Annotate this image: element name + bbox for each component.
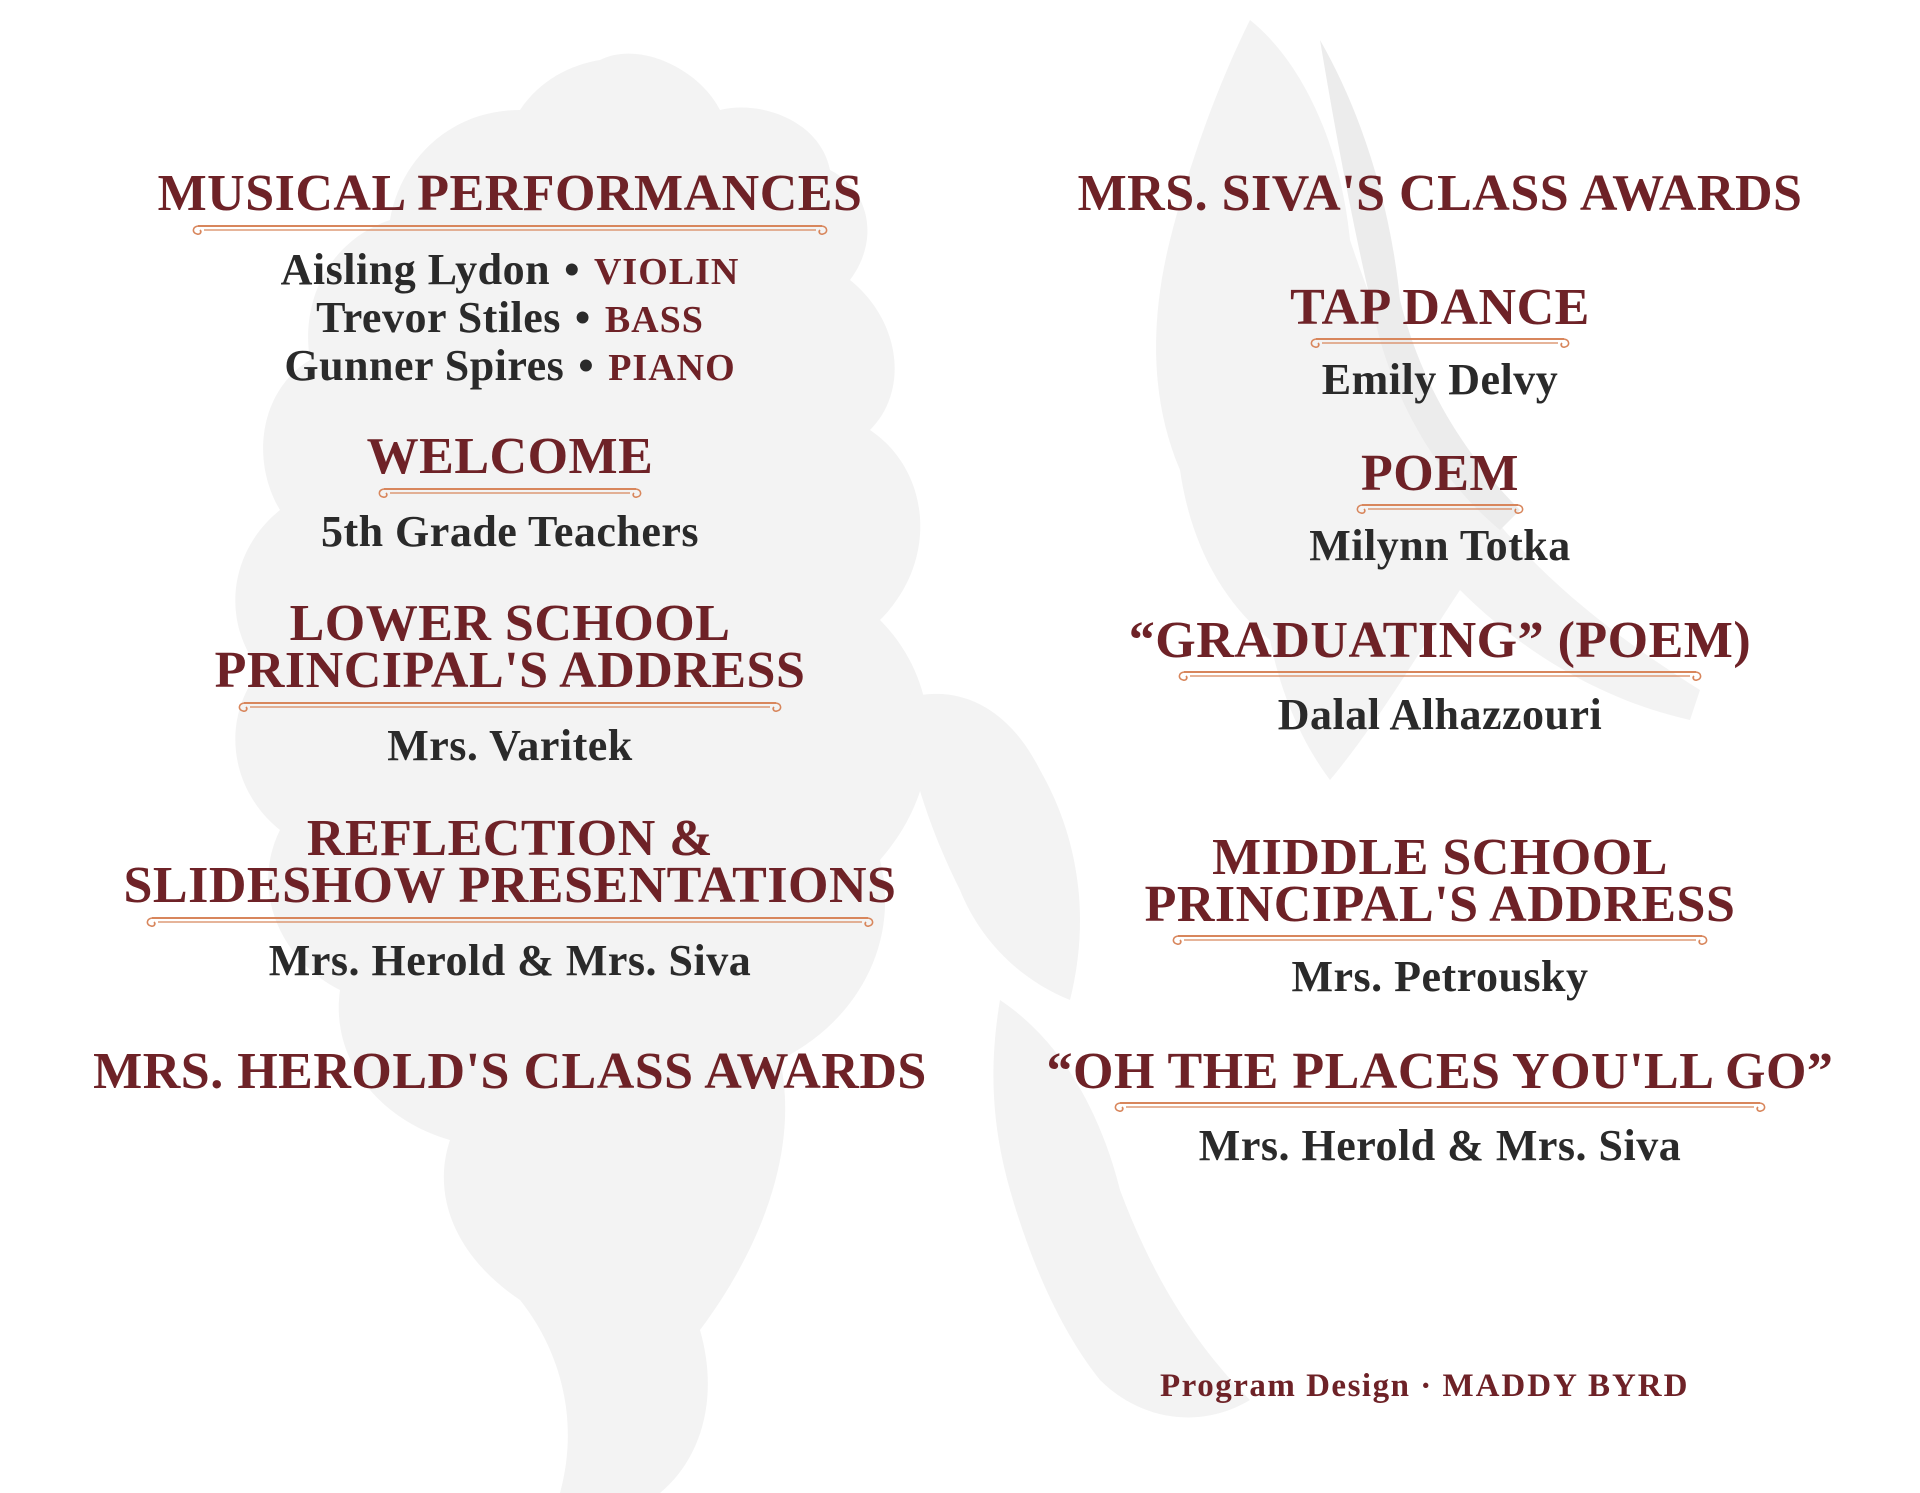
- poem-performer: Milynn Totka: [1309, 521, 1571, 570]
- flourish-rule-icon: [376, 484, 644, 502]
- poem-heading: POEM: [1361, 445, 1519, 502]
- reflection-speaker: Mrs. Herold & Mrs. Siva: [268, 936, 752, 985]
- flourish-rule-icon: [144, 913, 876, 931]
- performer-row: [60, 342, 960, 392]
- credit-label: Program Design: [1160, 1368, 1411, 1404]
- instrument-label: VIOLIN: [593, 251, 740, 293]
- performer-name: Aisling Lydon: [280, 245, 551, 294]
- instrument-label: PIANO: [608, 347, 736, 389]
- welcome-speaker: 5th Grade Teachers: [320, 507, 700, 556]
- flourish-rule-icon: [236, 698, 784, 716]
- separator-dot: •: [578, 341, 595, 390]
- tap-dance-heading: TAP DANCE: [1290, 279, 1590, 336]
- places-speaker: Mrs. Herold & Mrs. Siva: [1198, 1121, 1682, 1170]
- flourish-rule-icon: [1308, 334, 1572, 352]
- siva-awards-heading: MRS. SIVA'S CLASS AWARDS: [1077, 165, 1803, 222]
- design-credit: [1160, 1368, 1760, 1405]
- graduating-performer: Dalal Alhazzouri: [1277, 690, 1603, 739]
- flourish-rule-icon: [1176, 667, 1704, 685]
- performer-name: Trevor Stiles: [316, 293, 561, 342]
- flourish-rule-icon: [190, 221, 830, 239]
- welcome-heading: WELCOME: [366, 428, 654, 485]
- separator-dot: •: [564, 245, 580, 294]
- places-heading: “OH THE PLACES YOU'LL GO”: [1046, 1043, 1834, 1100]
- performer-row: [60, 246, 960, 296]
- separator-dot: •: [574, 293, 591, 342]
- musical-performances-heading: MUSICAL PERFORMANCES: [157, 165, 863, 222]
- performer-row: [60, 294, 960, 344]
- flourish-rule-icon: [1112, 1098, 1768, 1116]
- credit-designer: MADDY BYRD: [1442, 1368, 1690, 1404]
- flourish-rule-icon: [1170, 931, 1710, 949]
- tap-dance-performer: Emily Delvy: [1321, 355, 1559, 404]
- middle-school-speaker: Mrs. Petrousky: [1291, 952, 1589, 1001]
- herold-awards-heading: MRS. HEROLD'S CLASS AWARDS: [93, 1043, 927, 1100]
- reflection-heading-line1: REFLECTION &: [306, 810, 714, 867]
- performer-name: Gunner Spires: [284, 341, 565, 390]
- lower-school-heading-line2: PRINCIPAL'S ADDRESS: [214, 642, 806, 699]
- instrument-label: BASS: [604, 299, 704, 341]
- lower-school-heading-line1: LOWER SCHOOL: [289, 595, 731, 652]
- middle-school-heading-line2: PRINCIPAL'S ADDRESS: [1144, 876, 1736, 933]
- credit-separator: ·: [1420, 1368, 1433, 1404]
- reflection-heading-line2: SLIDESHOW PRESENTATIONS: [123, 857, 897, 914]
- graduating-heading: “GRADUATING” (POEM): [1128, 612, 1752, 669]
- flourish-rule-icon: [1354, 500, 1526, 518]
- lower-school-speaker: Mrs. Varitek: [387, 721, 633, 770]
- middle-school-heading-line1: MIDDLE SCHOOL: [1212, 829, 1668, 886]
